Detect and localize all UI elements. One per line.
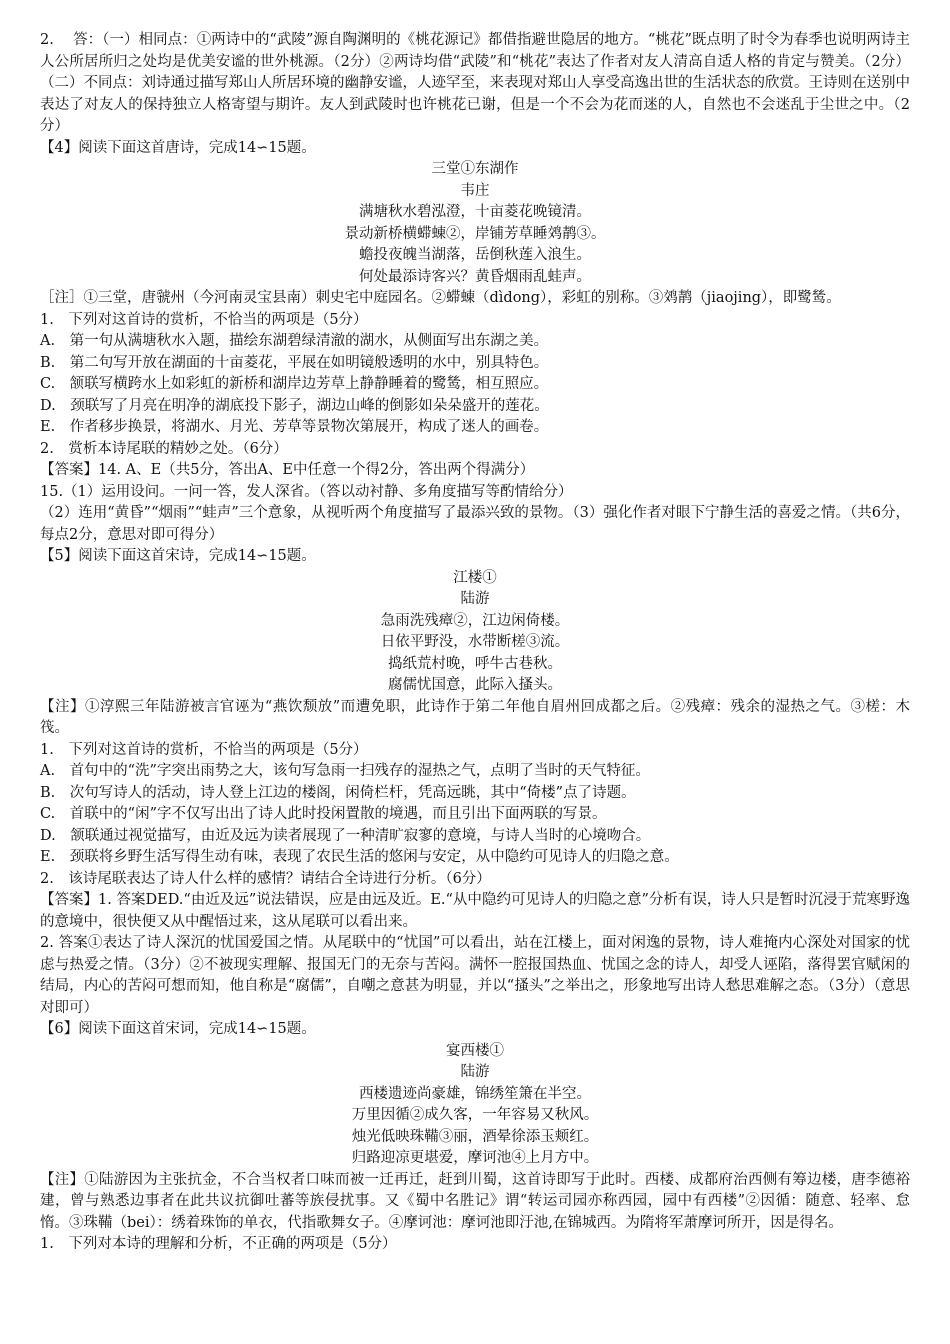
poem-line: 满塘秋水碧泓澄，十亩菱花晚镜清。 <box>359 204 591 220</box>
question: 2. 赏析本诗尾联的精妙之处。（6分） <box>40 440 288 457</box>
answer-paragraph: 【答案】1. 答案DED.“由近及远”说法错误，应是由远及近。E.“从中隐约可见诗人的归隐之意”分析有误，诗人只是暂时沉浸于荒寒野逸的意境中，很快便又从中醒悟过来，这从尾联可以看出来。 <box>40 892 910 930</box>
poem-author: 韦庄 <box>460 182 490 199</box>
option: E. 颈联将乡野生活写得生动有味，表现了农民生活的悠闲与安定，从中隐约可见诗人的归隐之意。 <box>40 849 679 865</box>
poem-note: 【注】①陆游因为主张抗金，不合当权者口味而被一迁再迁，赶到川蜀，这首诗即写于此时。西楼、成都府治西侧有筹边楼，唐李德裕建，曾与熟悉边事者在此共议抗御吐蕃等族侵扰事。又《蜀中名胜记》谓“转运司园亦称西园，园中有西楼”②因循：随意、轻率、怠惰。③珠鞴（bei）：绣着珠饰的单衣，代指歌舞女子。④摩诃池：摩诃池即汙池,在锦城西。为隋将军萧摩诃所开，因是得名。 <box>40 1171 910 1231</box>
poem-line: 西楼遗迹尚豪雄，锦绣笙箫在半空。 <box>359 1085 591 1102</box>
question: 1. 下列对本诗的理解和分析，不正确的两项是（5分） <box>40 1236 397 1252</box>
section-intro: 【5】阅读下面这首宋诗，完成14∽15题。 <box>40 548 316 564</box>
option: D. 颈联写了月亮在明净的湖底投下影子，湖边山峰的倒影如朵朵盛开的莲花。 <box>40 397 549 414</box>
poem-line: 蟾投夜魄当湖落，岳倒秋莲入浪生。 <box>359 247 591 263</box>
section-intro: 【6】阅读下面这首宋词，完成14∽15题。 <box>40 1021 316 1037</box>
question: 1. 下列对这首诗的赏析，不恰当的两项是（5分） <box>40 311 368 328</box>
answer-paragraph: 15.（1）运用设问。一问一答，发人深省。（答以动衬静、多角度描写等酌情给分） <box>40 483 573 500</box>
answer-paragraph: （2）连用“黄昏”“烟雨”“蛙声”三个意象，从视听两个角度描写了最添兴致的景物。（3）强化作者对眼下宁静生活的喜爱之情。（共6分，每点2分，意思对即可得分） <box>40 505 910 543</box>
poem-title: 宴西楼① <box>446 1042 504 1059</box>
option: A. 首句中的“洗”字突出雨势之大，该句写急雨一扫残存的湿热之气，点明了当时的天气特征。 <box>40 763 650 779</box>
poem-line: 景动新桥横䗖蝀②，岸铺芳草睡䴔䴖③。 <box>344 225 606 242</box>
option: B. 第二句写开放在湖面的十亩菱花，平展在如明镜般透明的水中，别具特色。 <box>40 354 549 371</box>
poem-author: 陆游 <box>460 591 490 607</box>
answer-paragraph: 【答案】14. A、E（共5分，答出A、E中任意一个得2分，答出两个得满分） <box>40 462 535 478</box>
poem-note: 【注】①淳熙三年陆游被言官诬为“燕饮颓放”而遭免职，此诗作于第二年他自眉州回成都之后。②残瘴：残余的湿热之气。③槎：木筏。 <box>40 698 910 736</box>
option: D. 颔联通过视觉描写，由近及远为读者展现了一种清旷寂寥的意境，与诗人当时的心境吻合。 <box>40 827 651 844</box>
poem-title: 江楼① <box>453 569 497 586</box>
option: E. 作者移步换景，将湖水、月光、芳草等景物次第展开，构成了迷人的画卷。 <box>40 419 549 435</box>
answer-paragraph: 2. 答：（一）相同点：①两诗中的“武陵”源自陶渊明的《桃花源记》都借指避世隐居的地方。“桃花”既点明了时令为春季也说明两诗主人公所居所归之处均是优美安谧的世外桃源。（2分）②两诗均借“武陵”和“桃花”表达了作者对友人清高自适人格的肯定与赞美。（2分）（二）不同点：刘诗通过描写郑山人所居环境的幽静安谧，人迹罕至，来表现对郑山人享受高逸出世的生活状态的欣赏。王诗则在送别中表达了对友人的保持独立人格寄望与期许。友人到武陵时也许桃花已谢，但是一个不会为花而迷的人，自然也不会迷乱于尘世之中。（2分） <box>40 32 910 134</box>
poem-author: 陆游 <box>460 1064 490 1080</box>
poem-line: 日依平野没，水带断槎③流。 <box>380 634 570 650</box>
poem-title: 三堂①东湖作 <box>431 161 519 177</box>
poem-note: ［注］①三堂，唐虢州（今河南灵宝县南）刺史宅中庭园名。②䗖蝀（dìdong），彩虹的别称。③䴔䴖（jiaojing），即鹭鸶。 <box>40 290 841 306</box>
section-intro: 【4】阅读下面这首唐诗，完成14∽15题。 <box>40 139 316 156</box>
answer-paragraph: 2. 答案①表达了诗人深沉的忧国爱国之情。从尾联中的“忧国”可以看出，站在江楼上，面对闲逸的景物，诗人难掩内心深处对国家的忧虑与热爱之情。（3分）②不被现实理解、报国无门的无奈与苦闷。满怀一腔报国热血、忧国之念的诗人，却受人诬陷，落得罢官赋闲的结局，内心的苦闷可想而知，他自称是“腐儒”，自嘲之意甚为明显，并以“搔头”之举出之，形象地写出诗人愁思难解之态。（3分）（意思对即可） <box>40 935 910 1016</box>
poem-line: 万里因循②成久客，一年容易又秋风。 <box>351 1107 599 1123</box>
poem-line: 急雨洗残瘴②，江边闲倚楼。 <box>380 612 570 629</box>
option: B. 次句写诗人的活动，诗人登上江边的楼阁，闲倚栏杆，凭高远眺，其中“倚楼”点了诗题。 <box>40 784 636 801</box>
option: C. 首联中的“闲”字不仅写出出了诗人此时投闲置散的境遇，而且引出下面两联的写景。 <box>40 806 607 822</box>
option: A. 第一句从满塘秋水入题，描绘东湖碧绿清澈的湖水，从侧面写出东湖之美。 <box>40 333 549 349</box>
poem-line: 捣纸荒村晚，呼牛古巷秋。 <box>388 655 562 672</box>
question: 2. 该诗尾联表达了诗人什么样的感情？请结合全诗进行分析。（6分） <box>40 870 491 887</box>
option: C. 颔联写横跨水上如彩虹的新桥和湖岸边芳草上静静睡着的鹭鸶，相互照应。 <box>40 376 549 392</box>
poem-line: 何处最添诗客兴？黄昏烟雨乱蛙声。 <box>359 268 591 285</box>
poem-line: 烛光低映珠鞴③丽，酒晕徐添玉颊红。 <box>351 1128 599 1145</box>
poem-line: 腐儒忧国意，此际入搔头。 <box>388 677 562 693</box>
question: 1. 下列对这首诗的赏析，不恰当的两项是（5分） <box>40 741 368 758</box>
poem-line: 归路迎凉更堪爱，摩诃池④上月方中。 <box>351 1150 599 1166</box>
